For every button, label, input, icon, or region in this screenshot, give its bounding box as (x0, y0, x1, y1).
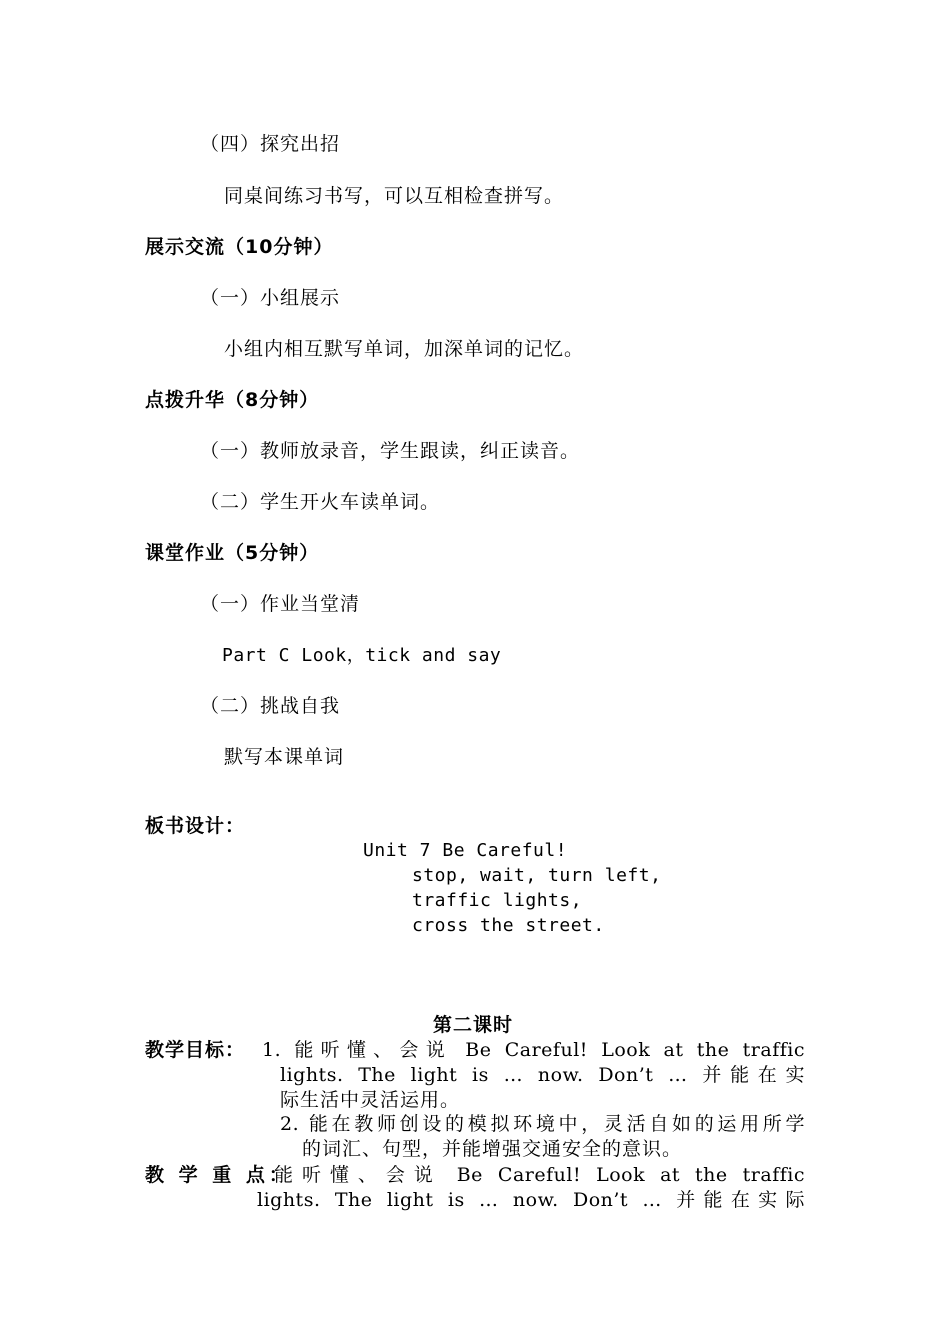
objectives-line-2: lights. The light is … now. Don’t … 并能在实 (280, 1064, 805, 1086)
show-heading: 展示交流（10分钟） (145, 236, 334, 258)
guide-subheading-2: （二）学生开火车读单词。 (200, 491, 441, 513)
show-subheading-1: （一）小组展示 (200, 287, 341, 309)
section-four-heading: （四）探究出招 (200, 133, 341, 155)
guide-heading: 点拨升华（8分钟） (145, 389, 320, 411)
board-line-1: stop, wait, turn left, (412, 865, 662, 886)
board-line-2: traffic lights, (412, 890, 583, 911)
keypoints-line-1: 能听懂、会说 Be Careful! Look at the traffic (274, 1164, 805, 1186)
homework-subheading-2: （二）挑战自我 (200, 695, 341, 717)
show-body-1: 小组内相互默写单词，加深单词的记忆。 (224, 338, 585, 360)
keypoints-line-2: lights. The light is … now. Don’t … 并能在实际 (257, 1189, 805, 1211)
homework-body-2: 默写本课单词 (224, 746, 345, 768)
homework-body-1: Part C Look，tick and say (222, 645, 502, 666)
objectives-line-4: 2. 能在教师创设的模拟环境中，灵活自如的运用所学 (280, 1113, 805, 1135)
objectives-line-3: 际生活中灵活运用。 (280, 1089, 461, 1111)
homework-heading: 课堂作业（5分钟） (145, 542, 320, 564)
lesson-two-title: 第二课时 (433, 1014, 514, 1036)
homework-subheading-1: （一）作业当堂清 (200, 593, 361, 615)
objectives-label: 教学目标： (145, 1039, 246, 1061)
board-line-3: cross the street. (412, 915, 605, 936)
objectives-line-5: 的词汇、句型，并能增强交通安全的意识。 (302, 1138, 683, 1160)
section-four-body: 同桌间练习书写，可以互相检查拼写。 (224, 185, 565, 207)
objectives-line-1: 1. 能听懂、会说 Be Careful! Look at the traffic (262, 1039, 805, 1061)
guide-subheading-1: （一）教师放录音，学生跟读，纠正读音。 (200, 440, 581, 462)
board-line-title: Unit 7 Be Careful! (363, 840, 568, 861)
board-design-heading: 板书设计： (145, 815, 246, 837)
keypoints-label: 教 学 重 点： (145, 1164, 292, 1186)
